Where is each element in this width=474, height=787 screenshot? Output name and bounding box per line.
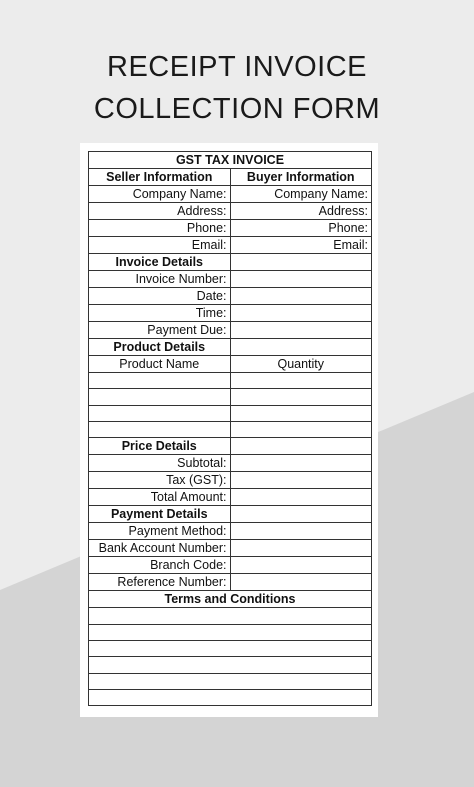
table-row bbox=[89, 540, 372, 557]
invoice-form-table bbox=[88, 151, 372, 706]
seller-address-label: Address: bbox=[89, 203, 231, 220]
party-headings-row bbox=[89, 169, 372, 186]
terms-line bbox=[89, 624, 372, 640]
product-name-cell bbox=[89, 373, 231, 389]
table-row bbox=[89, 305, 372, 322]
table-row bbox=[89, 237, 372, 254]
terms-line-cell bbox=[89, 657, 372, 673]
payment-due-label: Payment Due: bbox=[89, 322, 231, 339]
table-row bbox=[89, 472, 372, 489]
buyer-phone-label: Phone: bbox=[230, 220, 372, 237]
product-name-cell bbox=[89, 422, 231, 438]
page-title-line-1: RECEIPT INVOICE bbox=[107, 51, 367, 83]
form-header: GST TAX INVOICE bbox=[89, 152, 372, 169]
page-title-line-2: COLLECTION FORM bbox=[93, 93, 381, 125]
empty-cell bbox=[230, 254, 372, 271]
table-row bbox=[89, 322, 372, 339]
tax-gst-value bbox=[230, 472, 372, 489]
table-row bbox=[89, 186, 372, 203]
product-name-column-header: Product Name bbox=[89, 356, 231, 373]
empty-cell bbox=[230, 506, 372, 523]
seller-email-label: Email: bbox=[89, 237, 231, 254]
payment-method-value bbox=[230, 523, 372, 540]
terms-line bbox=[89, 673, 372, 689]
buyer-address-label: Address: bbox=[230, 203, 372, 220]
empty-cell bbox=[230, 339, 372, 356]
terms-line bbox=[89, 657, 372, 673]
quantity-cell bbox=[230, 422, 372, 438]
table-row bbox=[89, 288, 372, 305]
payment-details-heading: Payment Details bbox=[89, 506, 231, 523]
quantity-cell bbox=[230, 405, 372, 421]
terms-line bbox=[89, 690, 372, 706]
invoice-number-label: Invoice Number: bbox=[89, 271, 231, 288]
terms-line-cell bbox=[89, 641, 372, 657]
product-name-cell bbox=[89, 405, 231, 421]
buyer-company-name-label: Company Name: bbox=[230, 186, 372, 203]
quantity-cell bbox=[230, 373, 372, 389]
tax-gst-label: Tax (GST): bbox=[89, 472, 231, 489]
terms-line-cell bbox=[89, 690, 372, 706]
quantity-column-header: Quantity bbox=[230, 356, 372, 373]
invoice-number-value bbox=[230, 271, 372, 288]
table-row bbox=[89, 339, 372, 356]
seller-company-name-label: Company Name: bbox=[89, 186, 231, 203]
table-row bbox=[89, 523, 372, 540]
empty-cell bbox=[230, 438, 372, 455]
table-row bbox=[89, 220, 372, 237]
buyer-email-label: Email: bbox=[230, 237, 372, 254]
product-row bbox=[89, 422, 372, 438]
terms-heading-row bbox=[89, 591, 372, 608]
product-columns-row bbox=[89, 356, 372, 373]
product-details-heading: Product Details bbox=[89, 339, 231, 356]
table-row bbox=[89, 438, 372, 455]
terms-line bbox=[89, 608, 372, 624]
branch-code-value bbox=[230, 557, 372, 574]
total-amount-label: Total Amount: bbox=[89, 489, 231, 506]
table-row bbox=[89, 574, 372, 591]
terms-line-cell bbox=[89, 608, 372, 624]
table-row bbox=[89, 203, 372, 220]
invoice-details-heading: Invoice Details bbox=[89, 254, 231, 271]
payment-due-value bbox=[230, 322, 372, 339]
seller-information-heading: Seller Information bbox=[89, 169, 231, 186]
subtotal-value bbox=[230, 455, 372, 472]
table-row bbox=[89, 506, 372, 523]
quantity-cell bbox=[230, 389, 372, 405]
form-header-row bbox=[89, 152, 372, 169]
bank-account-number-value bbox=[230, 540, 372, 557]
terms-line bbox=[89, 641, 372, 657]
bank-account-number-label: Bank Account Number: bbox=[89, 540, 231, 557]
product-row bbox=[89, 373, 372, 389]
buyer-information-heading: Buyer Information bbox=[230, 169, 372, 186]
table-row bbox=[89, 489, 372, 506]
reference-number-value bbox=[230, 574, 372, 591]
date-label: Date: bbox=[89, 288, 231, 305]
terms-line-cell bbox=[89, 673, 372, 689]
terms-line-cell bbox=[89, 624, 372, 640]
branch-code-label: Branch Code: bbox=[89, 557, 231, 574]
product-row bbox=[89, 405, 372, 421]
table-row bbox=[89, 557, 372, 574]
table-row bbox=[89, 455, 372, 472]
price-details-heading: Price Details bbox=[89, 438, 231, 455]
seller-phone-label: Phone: bbox=[89, 220, 231, 237]
subtotal-label: Subtotal: bbox=[89, 455, 231, 472]
product-name-cell bbox=[89, 389, 231, 405]
table-row bbox=[89, 254, 372, 271]
time-value bbox=[230, 305, 372, 322]
total-amount-value bbox=[230, 489, 372, 506]
payment-method-label: Payment Method: bbox=[89, 523, 231, 540]
product-row bbox=[89, 389, 372, 405]
invoice-form-sheet bbox=[80, 143, 378, 717]
reference-number-label: Reference Number: bbox=[89, 574, 231, 591]
terms-and-conditions-heading: Terms and Conditions bbox=[89, 591, 372, 608]
time-label: Time: bbox=[89, 305, 231, 322]
date-value bbox=[230, 288, 372, 305]
table-row bbox=[89, 271, 372, 288]
